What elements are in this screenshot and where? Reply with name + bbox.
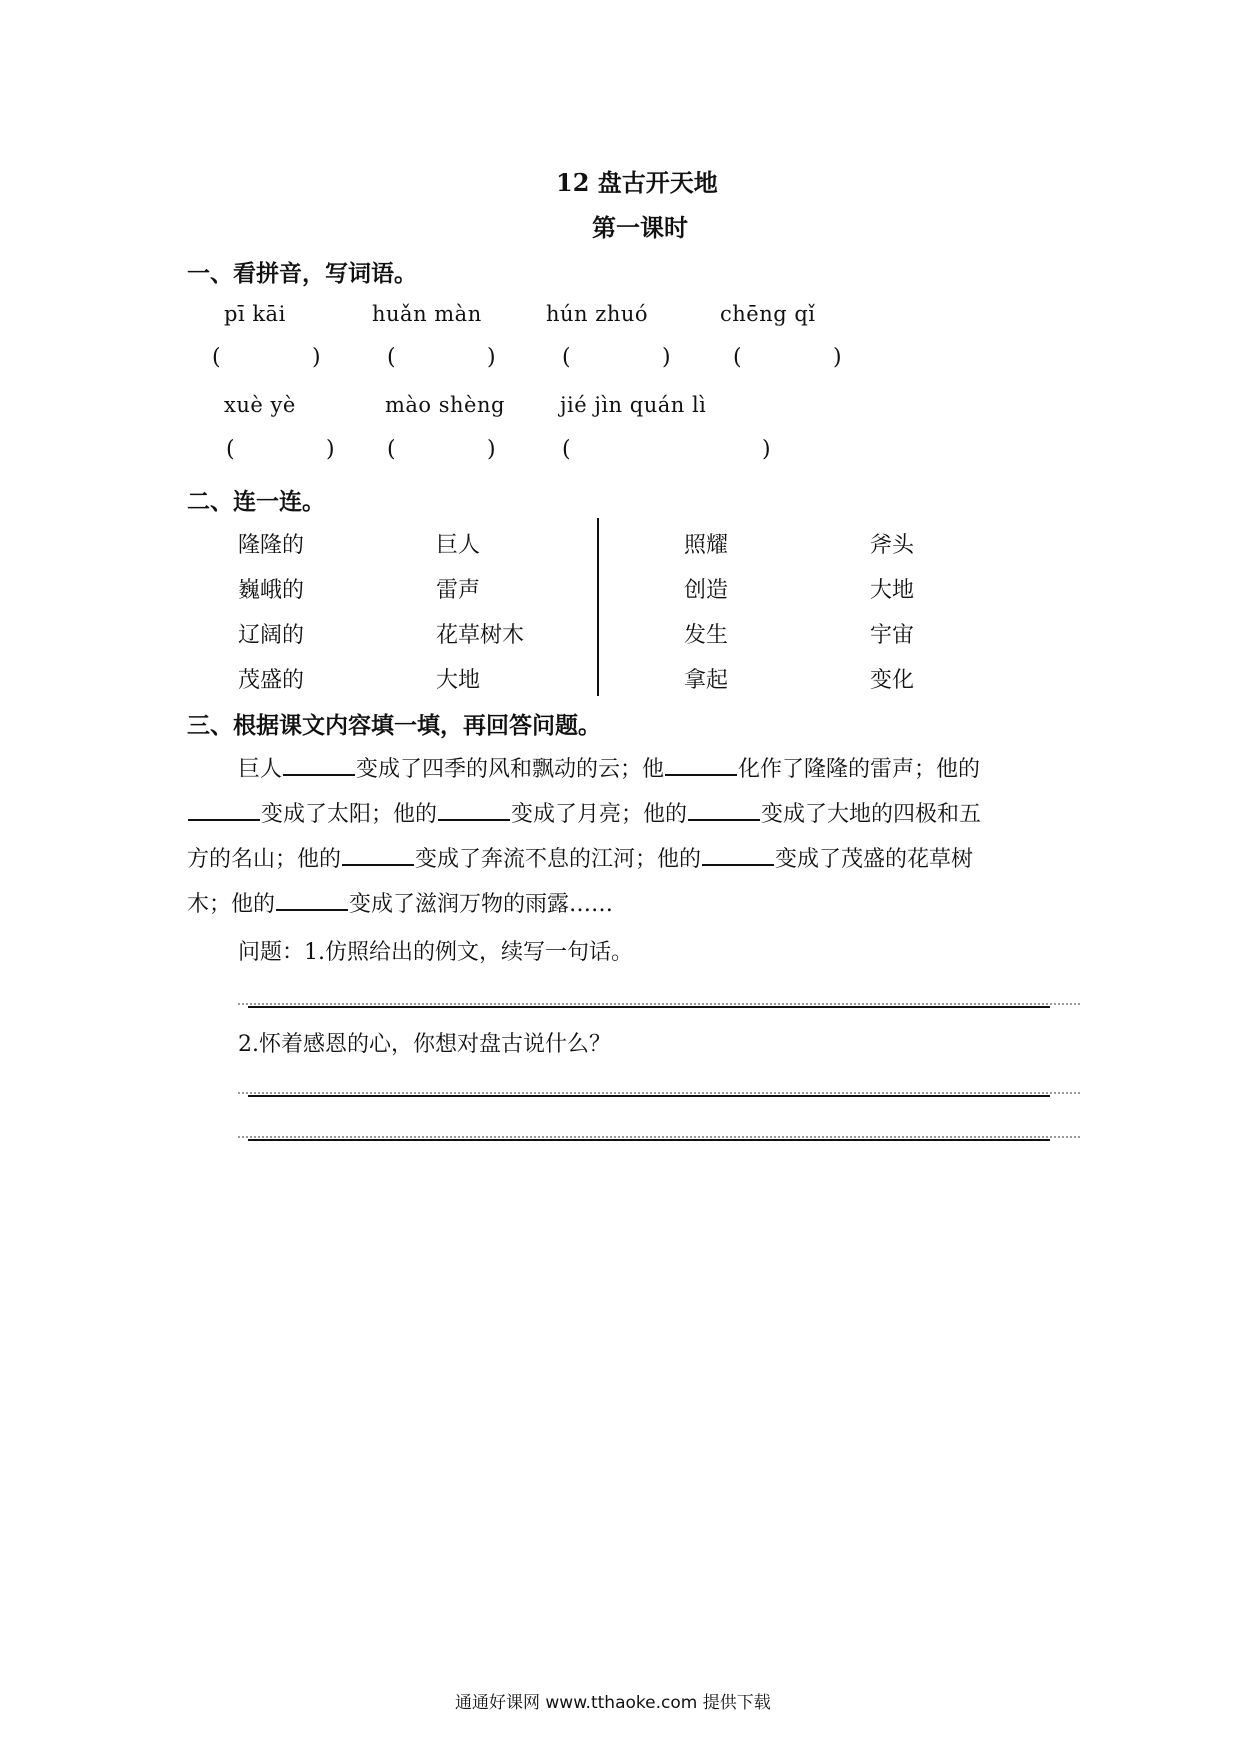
section1-heading: 一、看拼音，写词语。: [187, 260, 417, 287]
match-left-target: 雷声: [436, 578, 481, 603]
section2-heading: 二、连一连。: [187, 488, 325, 515]
answer-paren-open: (: [387, 345, 396, 370]
fill-blank[interactable]: [276, 887, 348, 911]
fill-blank[interactable]: [188, 797, 260, 821]
paragraph-text: 化作了隆隆的雷声；他的: [738, 757, 981, 782]
answer-line[interactable]: [248, 1095, 1050, 1097]
pinyin-5: xuè yè: [224, 393, 296, 417]
match-right-word: 创造: [684, 578, 729, 603]
fill-paragraph-line-1: [238, 747, 980, 792]
pinyin-6: mào shèng: [385, 393, 505, 417]
fill-paragraph-line-2: [187, 792, 981, 837]
footer-credit: 通通好课网 www.tthaoke.com 提供下载: [455, 1693, 771, 1713]
match-right-target: 大地: [870, 578, 915, 603]
answer-paren-close: ): [487, 345, 496, 370]
match-left-word: 巍峨的: [238, 578, 305, 603]
paragraph-text: 变成了月亮；他的: [511, 802, 688, 827]
dotted-guide: [238, 1003, 1080, 1005]
pinyin-1: pī kāi: [224, 302, 286, 326]
match-right-word: 照耀: [684, 533, 729, 558]
pinyin-3: hún zhuó: [546, 302, 649, 326]
pinyin-2: huǎn màn: [372, 302, 482, 326]
page-subtitle: 第一课时: [592, 213, 688, 242]
fill-blank[interactable]: [688, 797, 760, 821]
match-left-target: 花草树木: [436, 623, 525, 648]
answer-paren-close: ): [312, 345, 321, 370]
fill-paragraph-line-3: [187, 837, 973, 882]
match-left-target: 大地: [436, 668, 481, 693]
fill-paragraph-line-4: [187, 882, 613, 927]
answer-paren-open: (: [226, 437, 235, 462]
column-divider: [597, 518, 599, 696]
dotted-guide: [238, 1136, 1080, 1138]
paragraph-text: 变成了奔流不息的江河；他的: [415, 847, 702, 872]
question-2: 2.怀着感恩的心，你想对盘古说什么？: [238, 1032, 611, 1057]
answer-paren-close: ): [487, 437, 496, 462]
match-right-target: 变化: [870, 668, 915, 693]
fill-blank[interactable]: [283, 752, 355, 776]
paragraph-text: 变成了大地的四极和五: [761, 802, 982, 827]
match-right-word: 拿起: [684, 668, 729, 693]
paragraph-text: 变成了滋润万物的雨露……: [349, 892, 614, 917]
answer-line[interactable]: [248, 1139, 1050, 1141]
answer-paren-open: (: [562, 437, 571, 462]
fill-blank[interactable]: [342, 842, 414, 866]
answer-paren-close: ): [833, 345, 842, 370]
answer-paren-open: (: [212, 345, 221, 370]
match-left-word: 茂盛的: [238, 668, 305, 693]
answer-paren-open: (: [387, 437, 396, 462]
pinyin-7: jié jìn quán lì: [560, 393, 707, 417]
answer-paren-close: ): [662, 345, 671, 370]
fill-blank[interactable]: [702, 842, 774, 866]
fill-blank[interactable]: [665, 752, 737, 776]
paragraph-text: 变成了太阳；他的: [261, 802, 438, 827]
question-1: 问题：1.仿照给出的例文，续写一句话。: [238, 940, 633, 965]
paragraph-text: 变成了茂盛的花草树: [775, 847, 974, 872]
match-left-word: 隆隆的: [238, 533, 305, 558]
match-right-target: 宇宙: [870, 623, 915, 648]
paragraph-text: 变成了四季的风和飘动的云；他: [356, 757, 665, 782]
paragraph-text: 方的名山；他的: [187, 847, 342, 872]
page-title: 12 盘古开天地: [556, 168, 718, 197]
match-right-word: 发生: [684, 623, 729, 648]
match-left-word: 辽阔的: [238, 623, 305, 648]
paragraph-text: 巨人: [238, 757, 283, 782]
answer-paren-close: ): [762, 437, 771, 462]
paragraph-text: 木；他的: [187, 892, 276, 917]
answer-paren-open: (: [562, 345, 571, 370]
answer-line[interactable]: [248, 1006, 1050, 1008]
answer-paren-close: ): [326, 437, 335, 462]
match-left-target: 巨人: [436, 533, 481, 558]
dotted-guide: [238, 1092, 1080, 1094]
pinyin-4: chēng qǐ: [720, 302, 816, 326]
answer-paren-open: (: [733, 345, 742, 370]
match-right-target: 斧头: [870, 533, 915, 558]
fill-blank[interactable]: [438, 797, 510, 821]
section3-heading: 三、根据课文内容填一填，再回答问题。: [187, 712, 601, 739]
